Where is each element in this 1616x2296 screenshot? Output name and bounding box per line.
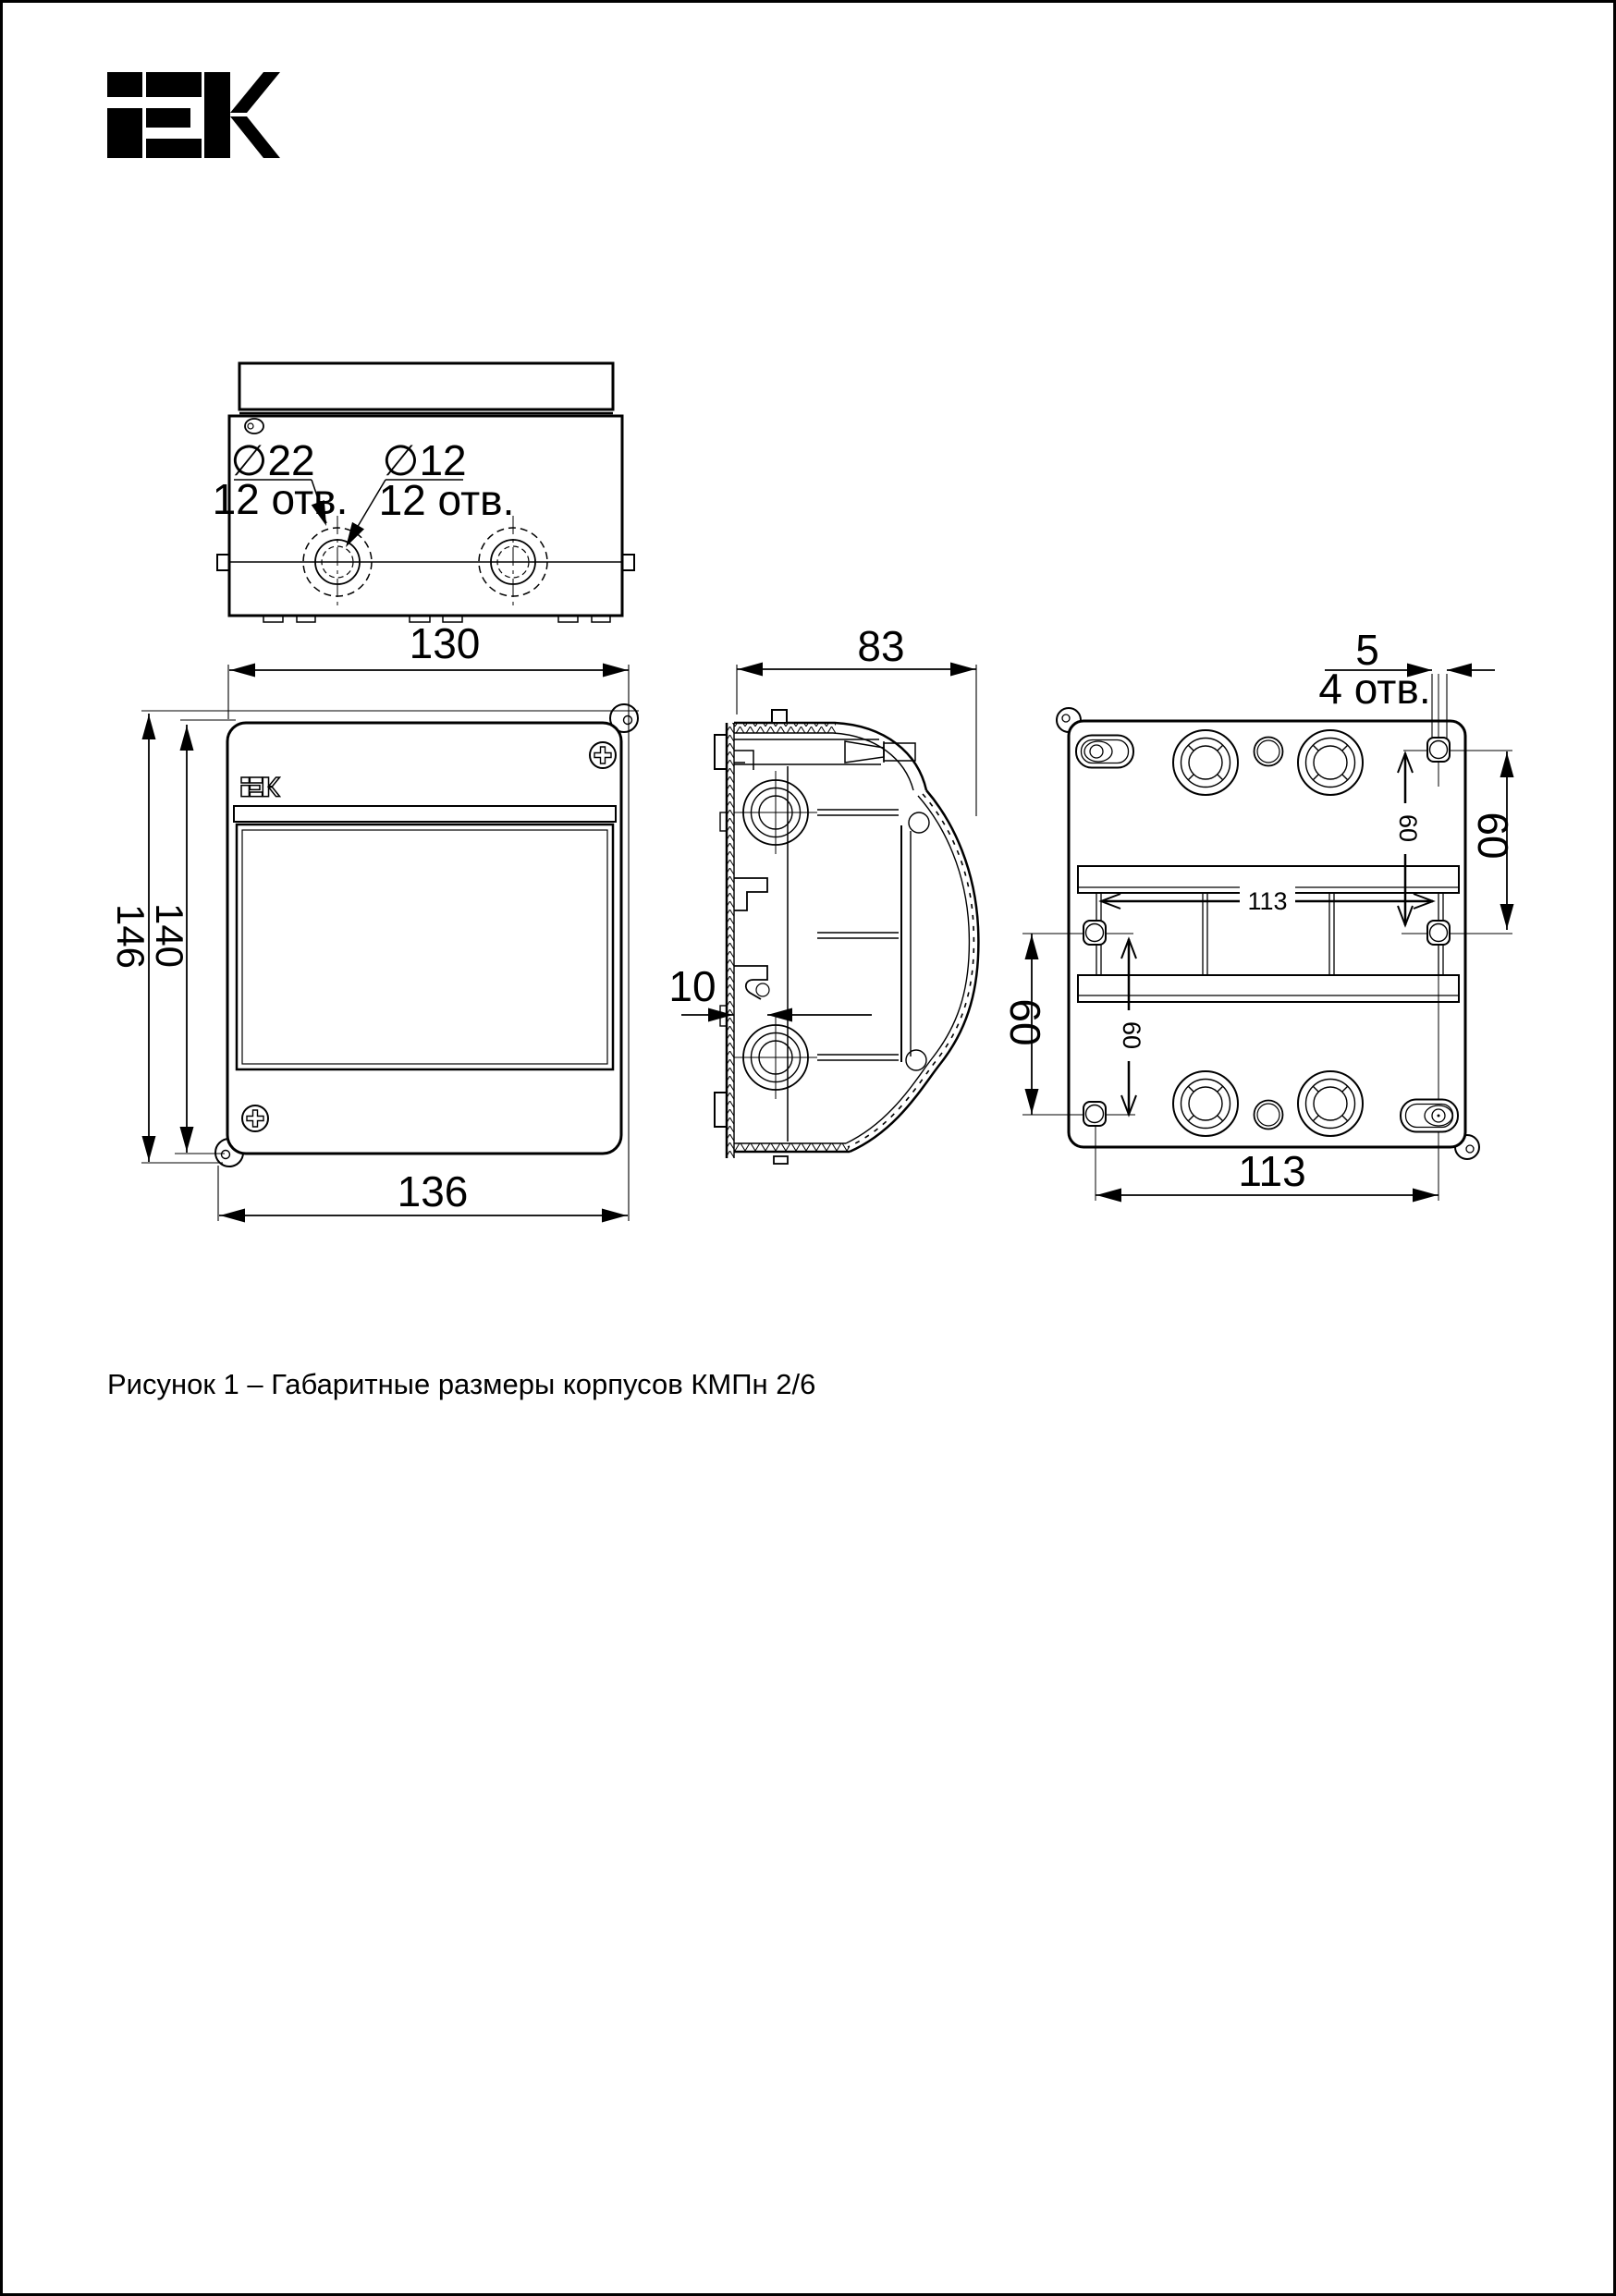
back-view-mount-hole-ml (1083, 921, 1106, 945)
side-view-tab-bottom (715, 1093, 727, 1127)
side-view-din-hooks (734, 878, 769, 999)
side-view-top-nub (772, 710, 787, 723)
front-view-screw-top (590, 742, 616, 768)
side-view-bottom-edge (734, 1143, 850, 1164)
technical-drawing (3, 3, 1613, 2293)
front-view-screw-bottom (242, 1105, 268, 1131)
back-view-mount-hole-bl (1083, 1102, 1106, 1126)
back-view-mount-hole-mr (1427, 921, 1450, 945)
side-view-extension-lines (737, 665, 976, 816)
dim-width-bottom: 136 (397, 1167, 469, 1215)
label-hole2-count: 12 отв. (378, 476, 515, 524)
back-view-small-hole-top (1255, 738, 1283, 766)
back-view-slot-bottom-right (1401, 1100, 1458, 1132)
dim-spacing-horizontal-inner: 113 (1247, 887, 1288, 915)
back-view-mount-hole-tr (1427, 738, 1450, 762)
dim-mount-hole-count: 4 отв. (1318, 665, 1431, 713)
side-view-top-edge (734, 723, 926, 790)
side-view-back-wall (727, 723, 734, 1158)
side-view-tab-top (715, 735, 727, 769)
figure-caption: Рисунок 1 – Габаритные размеры корпусов КМПн 2/6 (107, 1368, 816, 1400)
dim-spacing-inner-bottom: 60 (1118, 1020, 1145, 1050)
label-hole2-diameter: ∅12 (382, 436, 467, 484)
dim-spacing-right: 60 (1469, 812, 1517, 860)
back-view-knockout-1 (1173, 730, 1238, 795)
side-view-knockout-top (734, 771, 817, 854)
dim-mount-hole-diameter: 5 (1355, 626, 1379, 674)
dim-height-overall: 146 (109, 903, 153, 970)
back-view-knockout-3 (1173, 1071, 1238, 1136)
dim-height-body: 140 (148, 902, 191, 969)
top-view-lid (239, 363, 613, 409)
back-view-knockout-4 (1298, 1071, 1363, 1136)
label-hole1-count: 12 отв. (212, 475, 349, 523)
side-view-top-channel (734, 739, 915, 770)
back-view (1001, 626, 1517, 1203)
side-view (668, 622, 978, 1164)
back-view-knockout-2 (1298, 730, 1363, 795)
dim-spacing-horizontal-bottom: 113 (1238, 1147, 1306, 1195)
top-view (213, 363, 634, 622)
dim-width-top: 130 (409, 619, 481, 667)
iek-logo (107, 72, 280, 158)
front-view (109, 619, 639, 1223)
side-view-knockout-bottom (734, 1016, 817, 1099)
side-view-shelves (817, 810, 899, 1060)
dim-rail-depth: 10 (668, 962, 716, 1010)
dim-depth: 83 (857, 622, 905, 670)
side-view-door (846, 790, 978, 1152)
front-view-box (227, 723, 621, 1154)
dim-spacing-inner-top: 60 (1394, 813, 1422, 843)
back-view-small-hole-bottom (1255, 1101, 1283, 1130)
label-hole1-diameter: ∅22 (230, 436, 315, 484)
dim-spacing-left: 60 (1001, 998, 1049, 1046)
